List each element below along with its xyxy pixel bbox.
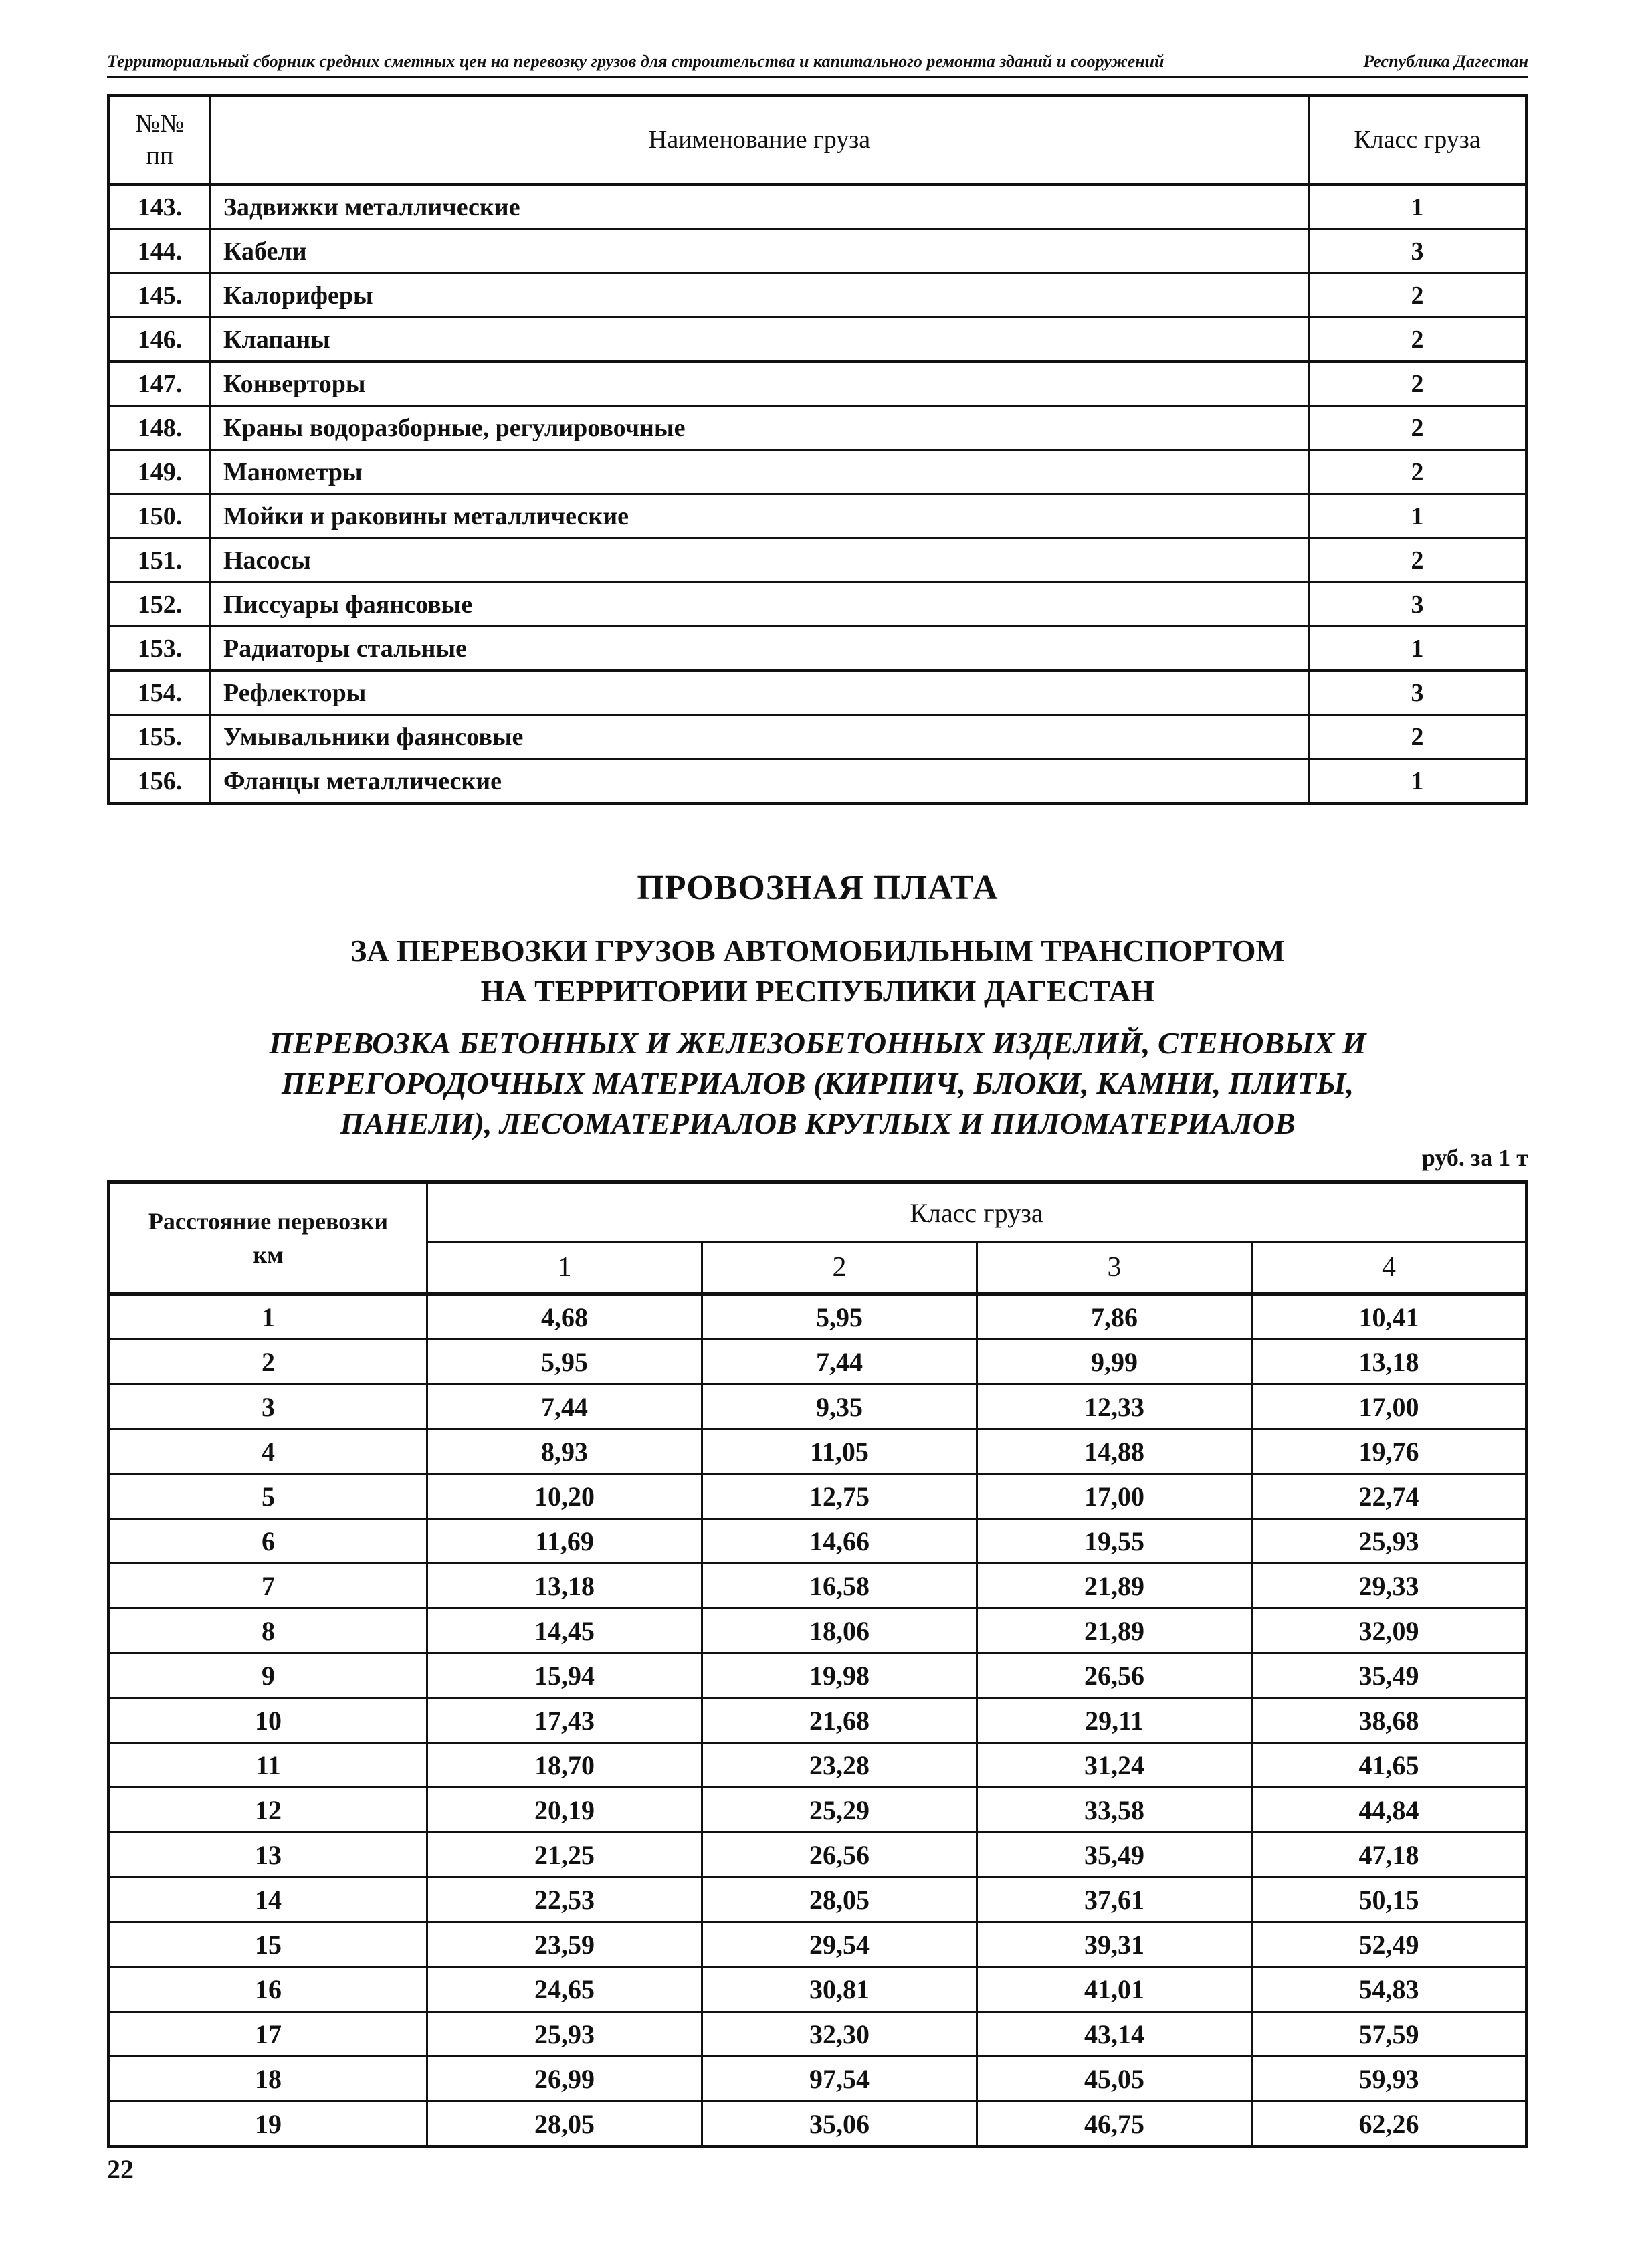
rate-class-2: 28,05: [702, 1877, 977, 1922]
table-row: [109, 1653, 1527, 1698]
cargo-number: 143.: [109, 185, 211, 229]
cargo-name: Краны водоразборные, регулировочные: [211, 406, 1309, 450]
rate-class-1: 15,94: [427, 1653, 702, 1698]
cargo-name: Рефлекторы: [211, 671, 1309, 715]
rate-class-4: 35,49: [1252, 1653, 1527, 1698]
rate-class-1: 8,93: [427, 1429, 702, 1474]
table-row: [109, 185, 1527, 229]
cargo-name: Писсуары фаянсовые: [211, 583, 1309, 627]
rate-class-1: 20,19: [427, 1788, 702, 1833]
distance-km: 1: [109, 1294, 427, 1340]
table-row: [109, 1384, 1527, 1429]
cargo-name: Манометры: [211, 450, 1309, 494]
cargo-class: 3: [1309, 671, 1527, 715]
table-row: [109, 671, 1527, 715]
cargo-table-header-row: [109, 96, 1527, 185]
rate-class-2: 19,98: [702, 1653, 977, 1698]
rate-class-1: 5,95: [427, 1340, 702, 1384]
rate-class-1: 28,05: [427, 2101, 702, 2147]
rate-class-1: 13,18: [427, 1564, 702, 1609]
cargo-name: Калориферы: [211, 274, 1309, 318]
col-header-class-2: 2: [702, 1243, 977, 1294]
cargo-number: 153.: [109, 627, 211, 671]
table-row: [109, 1698, 1527, 1743]
table-row: [109, 274, 1527, 318]
rate-class-2: 25,29: [702, 1788, 977, 1833]
running-header-title: Территориальный сборник средних сметных цен на перевозку грузов для строительства и капитального ремонта зданий и сооружений: [107, 51, 1164, 71]
rate-class-3: 41,01: [977, 1967, 1252, 2012]
rate-class-4: 32,09: [1252, 1609, 1527, 1653]
rate-class-2: 5,95: [702, 1294, 977, 1340]
rate-class-4: 10,41: [1252, 1294, 1527, 1340]
rate-class-2: 12,75: [702, 1474, 977, 1519]
cargo-name: Задвижки металлические: [211, 185, 1309, 229]
cargo-class: 2: [1309, 406, 1527, 450]
cargo-class: 2: [1309, 715, 1527, 759]
cargo-name: Мойки и раковины металлические: [211, 494, 1309, 538]
rate-class-3: 21,89: [977, 1609, 1252, 1653]
cargo-class: 2: [1309, 362, 1527, 406]
cargo-class: 1: [1309, 759, 1527, 804]
rate-class-3: 45,05: [977, 2057, 1252, 2101]
col-header-class-3: 3: [977, 1243, 1252, 1294]
rate-class-3: 19,55: [977, 1519, 1252, 1564]
distance-km: 9: [109, 1653, 427, 1698]
rate-class-4: 44,84: [1252, 1788, 1527, 1833]
rate-class-2: 29,54: [702, 1922, 977, 1967]
rate-class-1: 4,68: [427, 1294, 702, 1340]
rate-class-4: 47,18: [1252, 1833, 1527, 1877]
cargo-class-table: [107, 94, 1528, 805]
rate-class-2: 9,35: [702, 1384, 977, 1429]
cargo-number: 150.: [109, 494, 211, 538]
table-row: [109, 1877, 1527, 1922]
rate-class-2: 14,66: [702, 1519, 977, 1564]
distance-km: 14: [109, 1877, 427, 1922]
rate-class-1: 10,20: [427, 1474, 702, 1519]
table-row: [109, 1340, 1527, 1384]
table-row: [109, 1788, 1527, 1833]
distance-km: 18: [109, 2057, 427, 2101]
cargo-number: 151.: [109, 538, 211, 583]
rate-class-2: 7,44: [702, 1340, 977, 1384]
table-row: [109, 759, 1527, 804]
table-row: [109, 583, 1527, 627]
table-row: [109, 2012, 1527, 2057]
cargo-name: Радиаторы стальные: [211, 627, 1309, 671]
rate-class-4: 17,00: [1252, 1384, 1527, 1429]
running-header: [107, 48, 1528, 78]
table-row: [109, 715, 1527, 759]
distance-km: 16: [109, 1967, 427, 2012]
freight-rate-table: [107, 1180, 1528, 2148]
distance-km: 5: [109, 1474, 427, 1519]
rate-class-4: 22,74: [1252, 1474, 1527, 1519]
rate-class-1: 23,59: [427, 1922, 702, 1967]
rate-class-4: 38,68: [1252, 1698, 1527, 1743]
cargo-number: 144.: [109, 229, 211, 274]
rate-class-3: 46,75: [977, 2101, 1252, 2147]
rate-class-2: 32,30: [702, 2012, 977, 2057]
cargo-number: 146.: [109, 318, 211, 362]
table-row: [109, 1609, 1527, 1653]
rate-class-3: 14,88: [977, 1429, 1252, 1474]
rate-class-3: 7,86: [977, 1294, 1252, 1340]
table-row: [109, 1294, 1527, 1340]
rate-class-4: 59,93: [1252, 2057, 1527, 2101]
rate-class-3: 43,14: [977, 2012, 1252, 2057]
distance-km: 15: [109, 1922, 427, 1967]
distance-km: 7: [109, 1564, 427, 1609]
distance-km: 13: [109, 1833, 427, 1877]
table-row: [109, 1743, 1527, 1788]
rate-class-3: 9,99: [977, 1340, 1252, 1384]
table-row: [109, 318, 1527, 362]
cargo-number: 155.: [109, 715, 211, 759]
section-description: ПЕРЕВОЗКА БЕТОННЫХ И ЖЕЛЕЗОБЕТОННЫХ ИЗДЕЛИЙ, СТЕНОВЫХ И ПЕРЕГОРОДОЧНЫХ МАТЕРИАЛОВ (КИРПИЧ, БЛОКИ, КАМНИ, ПЛИТЫ, ПАНЕЛИ), ЛЕСОМАТЕРИАЛОВ КРУГЛЫХ И ПИЛОМАТЕРИАЛОВ: [269, 1026, 1366, 1140]
rate-class-3: 26,56: [977, 1653, 1252, 1698]
col-header-cargo-name: Наименование груза: [211, 96, 1309, 185]
cargo-number: 148.: [109, 406, 211, 450]
rate-class-3: 29,11: [977, 1698, 1252, 1743]
table-row: [109, 1833, 1527, 1877]
cargo-class: 2: [1309, 274, 1527, 318]
cargo-number: 152.: [109, 583, 211, 627]
table-row: [109, 406, 1527, 450]
rate-class-4: 41,65: [1252, 1743, 1527, 1788]
cargo-table-body: [109, 185, 1527, 804]
rate-class-3: 21,89: [977, 1564, 1252, 1609]
table-row: [109, 494, 1527, 538]
cargo-number: 154.: [109, 671, 211, 715]
col-header-cargo-class-group: Класс груза: [427, 1182, 1527, 1243]
rate-class-4: 13,18: [1252, 1340, 1527, 1384]
rate-class-2: 23,28: [702, 1743, 977, 1788]
table-row: [109, 627, 1527, 671]
rate-class-1: 7,44: [427, 1384, 702, 1429]
rate-class-2: 21,68: [702, 1698, 977, 1743]
distance-km: 4: [109, 1429, 427, 1474]
rate-table-header-row: [109, 1182, 1527, 1243]
rate-class-4: 57,59: [1252, 2012, 1527, 2057]
distance-km: 10: [109, 1698, 427, 1743]
cargo-name: Насосы: [211, 538, 1309, 583]
rate-class-2: 16,58: [702, 1564, 977, 1609]
rate-class-1: 21,25: [427, 1833, 702, 1877]
page-number: 22: [107, 2154, 134, 2184]
rate-class-1: 24,65: [427, 1967, 702, 2012]
distance-km: 19: [109, 2101, 427, 2147]
cargo-number: 145.: [109, 274, 211, 318]
rate-class-4: 50,15: [1252, 1877, 1527, 1922]
rate-class-1: 25,93: [427, 2012, 702, 2057]
rate-class-1: 17,43: [427, 1698, 702, 1743]
distance-km: 8: [109, 1609, 427, 1653]
cargo-class: 3: [1309, 583, 1527, 627]
cargo-class: 2: [1309, 318, 1527, 362]
cargo-class: 1: [1309, 185, 1527, 229]
col-header-cargo-class: Класс груза: [1309, 96, 1527, 185]
rate-class-1: 18,70: [427, 1743, 702, 1788]
rate-class-2: 97,54: [702, 2057, 977, 2101]
col-header-class-1: 1: [427, 1243, 702, 1294]
table-row: [109, 362, 1527, 406]
rate-class-3: 39,31: [977, 1922, 1252, 1967]
rate-class-3: 37,61: [977, 1877, 1252, 1922]
cargo-class: 2: [1309, 450, 1527, 494]
rate-class-2: 26,56: [702, 1833, 977, 1877]
rate-class-2: 11,05: [702, 1429, 977, 1474]
rate-class-1: 11,69: [427, 1519, 702, 1564]
col-header-number: №№ пп: [109, 96, 211, 185]
rate-table-body: [109, 1294, 1527, 2147]
cargo-class: 1: [1309, 627, 1527, 671]
distance-km: 3: [109, 1384, 427, 1429]
cargo-number: 147.: [109, 362, 211, 406]
unit-label: руб. за 1 т: [1421, 1144, 1528, 1171]
rate-class-4: 29,33: [1252, 1564, 1527, 1609]
cargo-name: Конверторы: [211, 362, 1309, 406]
rate-class-4: 52,49: [1252, 1922, 1527, 1967]
rate-class-3: 35,49: [977, 1833, 1252, 1877]
cargo-number: 156.: [109, 759, 211, 804]
table-row: [109, 1922, 1527, 1967]
table-row: [109, 2101, 1527, 2147]
distance-km: 2: [109, 1340, 427, 1384]
table-row: [109, 450, 1527, 494]
rate-class-2: 35,06: [702, 2101, 977, 2147]
table-row: [109, 1967, 1527, 2012]
col-header-class-4: 4: [1252, 1243, 1527, 1294]
cargo-class: 2: [1309, 538, 1527, 583]
col-header-distance: Расстояние перевозки км: [109, 1182, 427, 1294]
rate-class-4: 54,83: [1252, 1967, 1527, 2012]
cargo-class: 3: [1309, 229, 1527, 274]
rate-class-4: 62,26: [1252, 2101, 1527, 2147]
rate-class-3: 33,58: [977, 1788, 1252, 1833]
rate-class-4: 19,76: [1252, 1429, 1527, 1474]
rate-class-1: 22,53: [427, 1877, 702, 1922]
distance-km: 17: [109, 2012, 427, 2057]
cargo-name: Фланцы металлические: [211, 759, 1309, 804]
rate-class-1: 26,99: [427, 2057, 702, 2101]
distance-km: 12: [109, 1788, 427, 1833]
table-row: [109, 1429, 1527, 1474]
section-title: ПРОВОЗНАЯ ПЛАТА: [637, 869, 999, 907]
rate-class-2: 30,81: [702, 1967, 977, 2012]
cargo-class: 1: [1309, 494, 1527, 538]
rate-class-3: 17,00: [977, 1474, 1252, 1519]
table-row: [109, 538, 1527, 583]
rate-class-2: 18,06: [702, 1609, 977, 1653]
rate-class-1: 14,45: [427, 1609, 702, 1653]
distance-km: 11: [109, 1743, 427, 1788]
cargo-name: Клапаны: [211, 318, 1309, 362]
running-header-region: Республика Дагестан: [1363, 51, 1528, 71]
table-row: [109, 1564, 1527, 1609]
rate-class-3: 12,33: [977, 1384, 1252, 1429]
cargo-number: 149.: [109, 450, 211, 494]
section-subtitle: ЗА ПЕРЕВОЗКИ ГРУЗОВ АВТОМОБИЛЬНЫМ ТРАНСПОРТОМ НА ТЕРРИТОРИИ РЕСПУБЛИКИ ДАГЕСТАН: [350, 934, 1285, 1008]
cargo-name: Кабели: [211, 229, 1309, 274]
table-row: [109, 2057, 1527, 2101]
rate-class-3: 31,24: [977, 1743, 1252, 1788]
table-row: [109, 1519, 1527, 1564]
table-row: [109, 229, 1527, 274]
cargo-name: Умывальники фаянсовые: [211, 715, 1309, 759]
rate-class-4: 25,93: [1252, 1519, 1527, 1564]
distance-km: 6: [109, 1519, 427, 1564]
table-row: [109, 1474, 1527, 1519]
